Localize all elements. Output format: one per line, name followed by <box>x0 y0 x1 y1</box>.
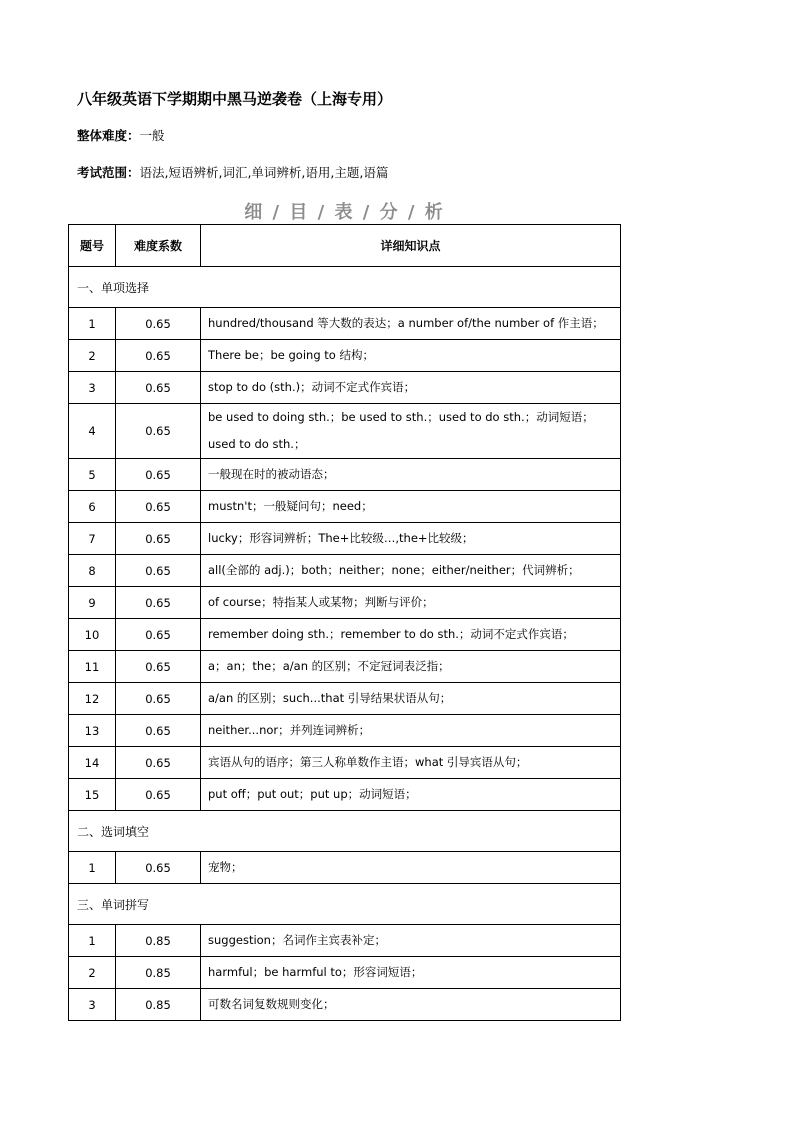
knowledge-points: stop to do (sth.)；动词不定式作宾语； <box>201 372 621 404</box>
header-number: 题号 <box>69 225 116 267</box>
scope-line <box>77 163 388 181</box>
scope-value: 语法,短语辨析,词汇,单词辨析,语用,主题,语篇 <box>139 165 389 180</box>
section-row <box>69 884 621 925</box>
page-title: 八年级英语下学期期中黑马逆袭卷（上海专用） <box>77 90 393 108</box>
table-row <box>69 619 621 651</box>
knowledge-points: neither...nor；并列连词辨析； <box>201 715 621 747</box>
difficulty-line <box>77 126 165 144</box>
knowledge-points: lucky；形容词辨析；The+比较级…,the+比较级； <box>201 523 621 555</box>
table-row <box>69 308 621 340</box>
analysis-heading: 细 / 目 / 表 / 分 / 析 <box>244 202 445 223</box>
difficulty-coefficient: 0.65 <box>116 523 201 555</box>
knowledge-points: of course；特指某人或某物；判断与评价； <box>201 587 621 619</box>
section-title: 一、单项选择 <box>69 267 621 308</box>
question-number: 3 <box>69 372 116 404</box>
section-title: 二、选词填空 <box>69 811 621 852</box>
header-difficulty: 难度系数 <box>116 225 201 267</box>
difficulty-coefficient: 0.65 <box>116 747 201 779</box>
table-header-row <box>69 225 621 267</box>
section-title: 三、单词拼写 <box>69 884 621 925</box>
table-row <box>69 747 621 779</box>
knowledge-points: put off；put out；put up；动词短语； <box>201 779 621 811</box>
knowledge-points: a；an；the；a/an 的区别；不定冠词表泛指； <box>201 651 621 683</box>
question-number: 9 <box>69 587 116 619</box>
table-row <box>69 779 621 811</box>
knowledge-points: be used to doing sth.；be used to sth.；used to do sth.；动词短语；used to do sth.； <box>201 404 621 459</box>
knowledge-points: 宠物； <box>201 852 621 884</box>
table-row <box>69 683 621 715</box>
question-number: 6 <box>69 491 116 523</box>
difficulty-coefficient: 0.65 <box>116 651 201 683</box>
difficulty-coefficient: 0.65 <box>116 340 201 372</box>
knowledge-points: harmful；be harmful to；形容词短语； <box>201 957 621 989</box>
difficulty-value: 一般 <box>139 128 165 143</box>
table-row <box>69 555 621 587</box>
knowledge-points: hundred/thousand 等大数的表达；a number of/the number of 作主语； <box>201 308 621 340</box>
table-row <box>69 459 621 491</box>
difficulty-coefficient: 0.65 <box>116 459 201 491</box>
question-number: 11 <box>69 651 116 683</box>
table-row <box>69 989 621 1021</box>
question-number: 1 <box>69 308 116 340</box>
table-row <box>69 491 621 523</box>
knowledge-table <box>68 224 621 1021</box>
knowledge-points: 可数名词复数规则变化； <box>201 989 621 1021</box>
knowledge-points: a/an 的区别；such...that 引导结果状语从句； <box>201 683 621 715</box>
section-row <box>69 267 621 308</box>
table-row <box>69 852 621 884</box>
difficulty-coefficient: 0.65 <box>116 555 201 587</box>
table-row <box>69 925 621 957</box>
knowledge-points: suggestion；名词作主宾表补定； <box>201 925 621 957</box>
question-number: 12 <box>69 683 116 715</box>
table-row <box>69 957 621 989</box>
question-number: 5 <box>69 459 116 491</box>
difficulty-label: 整体难度： <box>77 128 140 143</box>
question-number: 2 <box>69 340 116 372</box>
table-row <box>69 523 621 555</box>
difficulty-coefficient: 0.65 <box>116 779 201 811</box>
knowledge-points: remember doing sth.；remember to do sth.；动词不定式作宾语； <box>201 619 621 651</box>
difficulty-coefficient: 0.65 <box>116 852 201 884</box>
table-row <box>69 404 621 459</box>
difficulty-coefficient: 0.65 <box>116 308 201 340</box>
difficulty-coefficient: 0.65 <box>116 715 201 747</box>
table-row <box>69 587 621 619</box>
table-row <box>69 715 621 747</box>
question-number: 1 <box>69 852 116 884</box>
difficulty-coefficient: 0.65 <box>116 491 201 523</box>
table-row <box>69 651 621 683</box>
question-number: 4 <box>69 404 116 459</box>
difficulty-coefficient: 0.85 <box>116 989 201 1021</box>
section-row <box>69 811 621 852</box>
difficulty-coefficient: 0.65 <box>116 372 201 404</box>
question-number: 1 <box>69 925 116 957</box>
difficulty-coefficient: 0.85 <box>116 925 201 957</box>
knowledge-points: 一般现在时的被动语态； <box>201 459 621 491</box>
difficulty-coefficient: 0.65 <box>116 404 201 459</box>
knowledge-points: all(全部的 adj.)；both；neither；none；either/neither；代词辨析； <box>201 555 621 587</box>
difficulty-coefficient: 0.65 <box>116 619 201 651</box>
question-number: 7 <box>69 523 116 555</box>
difficulty-coefficient: 0.65 <box>116 683 201 715</box>
table-row <box>69 340 621 372</box>
knowledge-points: mustn't；一般疑问句；need； <box>201 491 621 523</box>
knowledge-points: 宾语从句的语序；第三人称单数作主语；what 引导宾语从句； <box>201 747 621 779</box>
difficulty-coefficient: 0.65 <box>116 587 201 619</box>
table-row <box>69 372 621 404</box>
question-number: 8 <box>69 555 116 587</box>
question-number: 10 <box>69 619 116 651</box>
question-number: 2 <box>69 957 116 989</box>
header-knowledge-points: 详细知识点 <box>201 225 621 267</box>
question-number: 14 <box>69 747 116 779</box>
scope-label: 考试范围： <box>77 165 140 180</box>
question-number: 3 <box>69 989 116 1021</box>
question-number: 13 <box>69 715 116 747</box>
difficulty-coefficient: 0.85 <box>116 957 201 989</box>
question-number: 15 <box>69 779 116 811</box>
knowledge-points: There be；be going to 结构； <box>201 340 621 372</box>
